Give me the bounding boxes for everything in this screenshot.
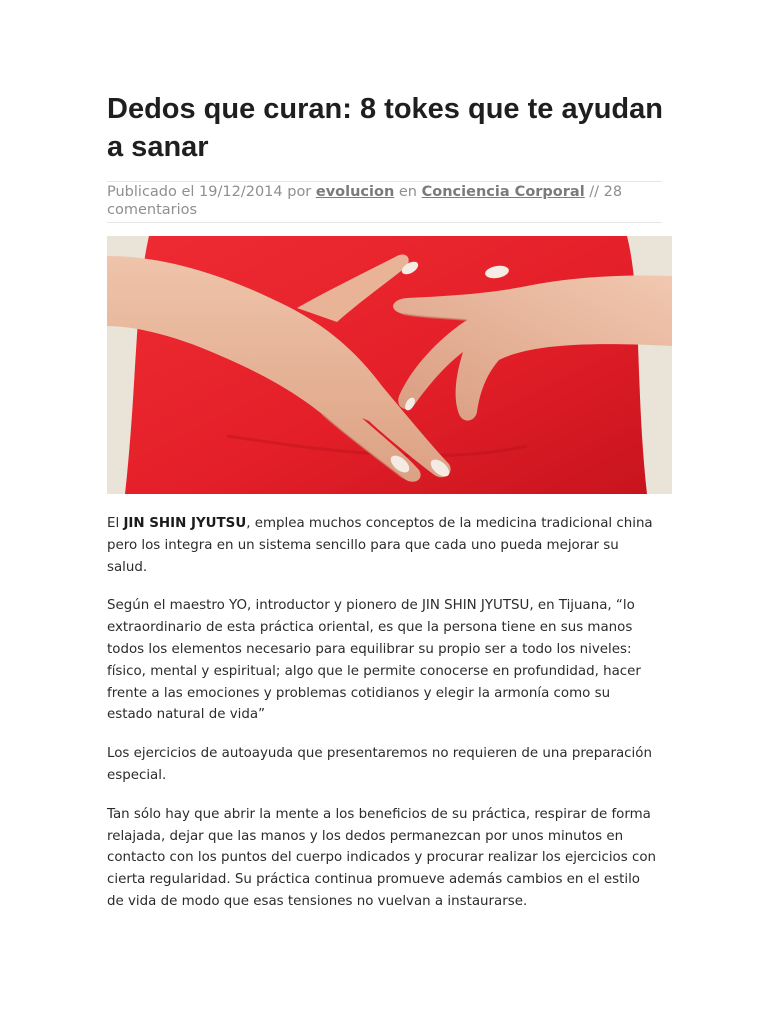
paragraph-2: Según el maestro YO, introductor y pionero de JIN SHIN JYUTSU, en Tijuana, “lo extraordinario de esta práctica oriental, es que la persona tiene en sus manos todos los elementos necesario para equilibrar su propio ser a todo los niveles: físico, mental y espiritual; algo que le permite conocerse en profundidad, hacer frente a las emociones y problemas cotidianos y elegir la armonía como su estado natural de vida” <box>107 598 641 723</box>
published-prefix: Publicado el <box>107 184 200 200</box>
meta-by: por <box>282 184 316 200</box>
author-link[interactable]: evolucion <box>315 184 395 200</box>
article-title: Dedos que curan: 8 tokes que te ayudan a sanar <box>107 93 663 163</box>
paragraph-4: Tan sólo hay que abrir la mente a los beneficios de su práctica, respirar de forma relajada, dejar que las manos y los dedos permanezcan por unos minutos en contacto con los puntos del cuerpo indicados y procurar realizar los ejercicios con cierta regularidad. Su práctica continua promueve además cambios en el estilo de vida de modo que esas tensiones no vuelvan a instaurarse. <box>107 806 657 909</box>
post-date: 19/12/2014 <box>199 184 283 200</box>
hands-on-red-shirt-photo <box>107 236 672 494</box>
meta-in: en <box>394 184 422 200</box>
category-link[interactable]: Conciencia Corporal <box>421 184 585 200</box>
article-body <box>107 513 657 930</box>
post-meta <box>107 181 662 223</box>
paragraph-1-post: , emplea muchos conceptos de la medicina tradicional china pero los integra en un sistema sencillo para que cada uno pueda mejorar su salud. <box>107 516 653 575</box>
paragraph-3: Los ejercicios de autoayuda que presentaremos no requieren de una preparación especial. <box>107 746 652 783</box>
paragraph-1-bold: JIN SHIN JYUTSU <box>123 516 247 531</box>
paragraph-1-pre: El <box>107 516 124 531</box>
comments-count[interactable]: // 28 comentarios <box>107 184 623 218</box>
paragraph-1 <box>107 513 657 578</box>
